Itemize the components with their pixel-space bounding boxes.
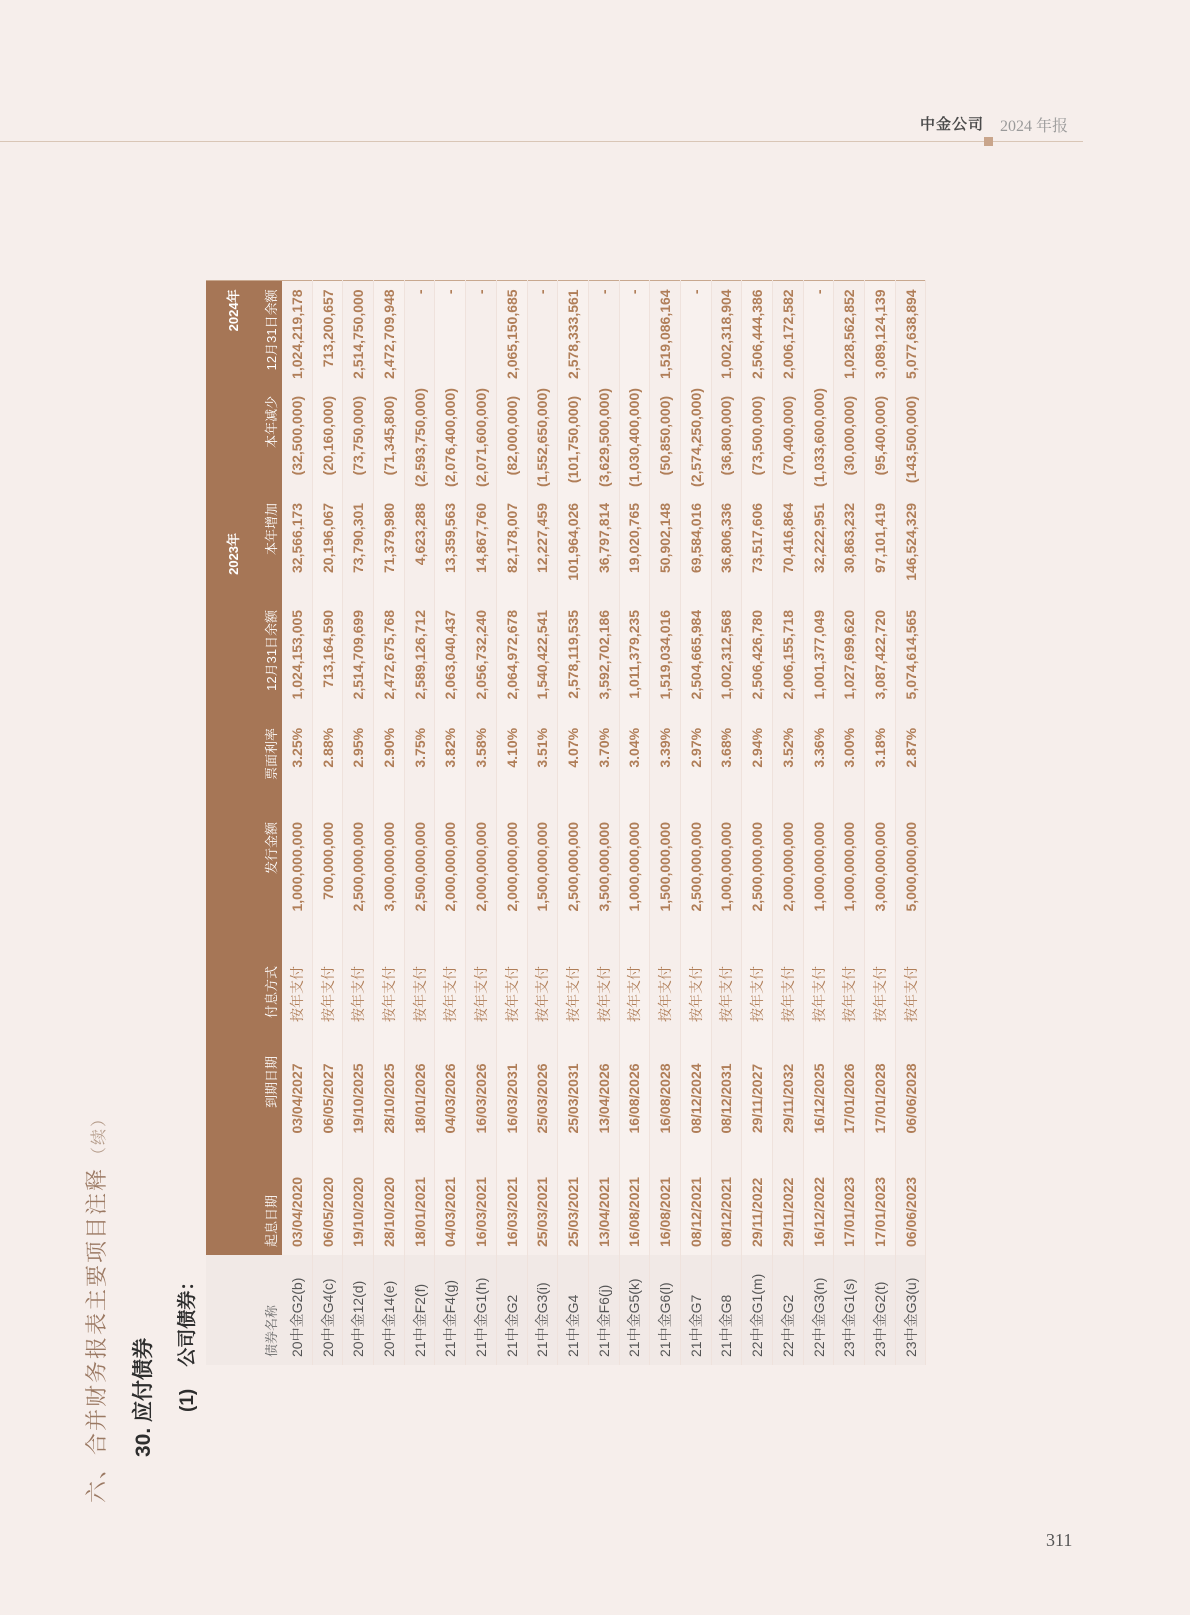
balance-2023-cell: 2,063,040,437	[435, 602, 466, 720]
start-date-cell: 08/12/2021	[680, 1149, 711, 1255]
table-row	[711, 281, 742, 1365]
increase-cell: 32,222,951	[803, 495, 834, 602]
start-date-cell: 16/08/2021	[650, 1149, 681, 1255]
maturity-date-cell: 06/05/2027	[312, 1048, 343, 1149]
balance-2023-cell: 2,056,732,240	[466, 602, 497, 720]
table-row	[803, 281, 834, 1365]
table-row	[773, 281, 804, 1365]
header-rule	[0, 141, 1083, 142]
payment-method-cell: 按年支付	[496, 958, 527, 1048]
increase-cell: 12,227,459	[527, 495, 558, 602]
col-header-bal-2024: 12月31日余额	[244, 281, 282, 388]
issue-amount-cell: 5,000,000,000	[895, 814, 926, 958]
decrease-cell: (20,160,000)	[312, 388, 343, 495]
balance-2023-cell: 2,006,155,718	[773, 602, 804, 720]
balance-2024-cell: 2,506,444,386	[742, 281, 773, 388]
increase-cell: 146,524,329	[895, 495, 926, 602]
maturity-date-cell: 04/03/2026	[435, 1048, 466, 1149]
table-row	[374, 281, 405, 1365]
balance-2024-cell: 1,002,318,904	[711, 281, 742, 388]
year-row-spacer	[206, 720, 244, 1255]
payment-method-cell: 按年支付	[619, 958, 650, 1048]
increase-cell: 70,416,864	[773, 495, 804, 602]
col-header-end: 到期日期	[244, 1048, 282, 1149]
balance-2023-cell: 2,472,675,768	[374, 602, 405, 720]
increase-cell: 71,379,980	[374, 495, 405, 602]
table-row	[312, 281, 343, 1365]
balance-2023-cell: 1,540,422,541	[527, 602, 558, 720]
issue-amount-cell: 2,500,000,000	[343, 814, 374, 958]
table-row	[895, 281, 926, 1365]
start-date-cell: 06/06/2023	[895, 1149, 926, 1255]
start-date-cell: 16/08/2021	[619, 1149, 650, 1255]
section-title	[80, 1109, 111, 1503]
decrease-cell: (2,593,750,000)	[404, 388, 435, 495]
issue-amount-cell: 2,000,000,000	[773, 814, 804, 958]
increase-cell: 20,196,067	[312, 495, 343, 602]
col-header-rate: 票面利率	[244, 720, 282, 814]
bond-name-cell: 20中金12(d)	[343, 1255, 374, 1365]
balance-2024-cell: 1,024,219,178	[282, 281, 312, 388]
bond-name-cell: 23中金G1(s)	[834, 1255, 865, 1365]
increase-cell: 73,790,301	[343, 495, 374, 602]
issue-amount-cell: 1,000,000,000	[282, 814, 312, 958]
maturity-date-cell: 16/08/2028	[650, 1048, 681, 1149]
issue-amount-cell: 2,500,000,000	[742, 814, 773, 958]
table-row	[742, 281, 773, 1365]
decrease-cell: (30,000,000)	[834, 388, 865, 495]
coupon-rate-cell: 3.52%	[773, 720, 804, 814]
balance-2023-cell: 1,027,699,620	[834, 602, 865, 720]
maturity-date-cell: 16/03/2031	[496, 1048, 527, 1149]
maturity-date-cell: 28/10/2025	[374, 1048, 405, 1149]
bond-name-cell: 21中金G4	[558, 1255, 589, 1365]
issue-amount-cell: 3,500,000,000	[588, 814, 619, 958]
bond-name-cell: 21中金G3(i)	[527, 1255, 558, 1365]
table-row	[680, 281, 711, 1365]
balance-2024-cell: -	[588, 281, 619, 388]
balance-2024-cell: -	[803, 281, 834, 388]
issue-amount-cell: 2,500,000,000	[680, 814, 711, 958]
start-date-cell: 16/03/2021	[466, 1149, 497, 1255]
increase-cell: 82,178,007	[496, 495, 527, 602]
decrease-cell: (2,071,600,000)	[466, 388, 497, 495]
issue-amount-cell: 1,000,000,000	[803, 814, 834, 958]
balance-2024-cell: 5,077,638,894	[895, 281, 926, 388]
start-date-cell: 16/12/2022	[803, 1149, 834, 1255]
sub-title-text: 公司债券：	[177, 1271, 198, 1367]
bond-name-cell: 23中金G2(t)	[865, 1255, 896, 1365]
coupon-rate-cell: 3.82%	[435, 720, 466, 814]
coupon-rate-cell: 4.07%	[558, 720, 589, 814]
increase-cell: 19,020,765	[619, 495, 650, 602]
start-date-cell: 04/03/2021	[435, 1149, 466, 1255]
start-date-cell: 16/03/2021	[496, 1149, 527, 1255]
maturity-date-cell: 16/03/2026	[466, 1048, 497, 1149]
table-row	[466, 281, 497, 1365]
coupon-rate-cell: 2.88%	[312, 720, 343, 814]
balance-2024-cell: -	[680, 281, 711, 388]
increase-cell: 30,863,232	[834, 495, 865, 602]
maturity-date-cell: 29/11/2027	[742, 1048, 773, 1149]
increase-cell: 101,964,026	[558, 495, 589, 602]
balance-2023-cell: 1,024,153,005	[282, 602, 312, 720]
increase-cell: 32,566,173	[282, 495, 312, 602]
start-date-cell: 25/03/2021	[527, 1149, 558, 1255]
decrease-cell: (50,850,000)	[650, 388, 681, 495]
start-date-cell: 03/04/2020	[282, 1149, 312, 1255]
maturity-date-cell: 18/01/2026	[404, 1048, 435, 1149]
issue-amount-cell: 1,500,000,000	[527, 814, 558, 958]
bond-name-cell: 20中金14(e)	[374, 1255, 405, 1365]
decrease-cell: (1,030,400,000)	[619, 388, 650, 495]
table-row	[527, 281, 558, 1365]
decrease-cell: (101,750,000)	[558, 388, 589, 495]
balance-2023-cell: 713,164,590	[312, 602, 343, 720]
payment-method-cell: 按年支付	[742, 958, 773, 1048]
payment-method-cell: 按年支付	[803, 958, 834, 1048]
balance-2023-cell: 2,514,709,699	[343, 602, 374, 720]
balance-2024-cell: -	[619, 281, 650, 388]
coupon-rate-cell: 2.95%	[343, 720, 374, 814]
decrease-cell: (70,400,000)	[773, 388, 804, 495]
coupon-rate-cell: 4.10%	[496, 720, 527, 814]
increase-cell: 4,623,288	[404, 495, 435, 602]
decrease-cell: (95,400,000)	[865, 388, 896, 495]
payment-method-cell: 按年支付	[343, 958, 374, 1048]
start-date-cell: 25/03/2021	[558, 1149, 589, 1255]
maturity-date-cell: 25/03/2031	[558, 1048, 589, 1149]
decrease-cell: (36,800,000)	[711, 388, 742, 495]
bond-name-cell: 21中金F6(j)	[588, 1255, 619, 1365]
decrease-cell: (32,500,000)	[282, 388, 312, 495]
payment-method-cell: 按年支付	[435, 958, 466, 1048]
coupon-rate-cell: 2.90%	[374, 720, 405, 814]
bond-name-cell: 21中金F4(g)	[435, 1255, 466, 1365]
balance-2023-cell: 2,506,426,780	[742, 602, 773, 720]
maturity-date-cell: 06/06/2028	[895, 1048, 926, 1149]
balance-2024-cell: -	[435, 281, 466, 388]
increase-cell: 73,517,606	[742, 495, 773, 602]
note-title: 30. 应付债券	[132, 1337, 155, 1457]
balance-2024-cell: -	[466, 281, 497, 388]
sub-title-number: (1)	[177, 1388, 198, 1412]
issue-amount-cell: 3,000,000,000	[865, 814, 896, 958]
balance-2023-cell: 1,002,312,568	[711, 602, 742, 720]
maturity-date-cell: 25/03/2026	[527, 1048, 558, 1149]
balance-2024-cell: 1,519,086,164	[650, 281, 681, 388]
bond-name-cell: 20中金G4(c)	[312, 1255, 343, 1365]
col-header-name: 债券名称	[244, 1255, 282, 1365]
coupon-rate-cell: 3.36%	[803, 720, 834, 814]
balance-2024-cell: 713,200,657	[312, 281, 343, 388]
increase-cell: 36,797,814	[588, 495, 619, 602]
maturity-date-cell: 13/04/2026	[588, 1048, 619, 1149]
bonds-table	[206, 280, 926, 1365]
payment-method-cell: 按年支付	[312, 958, 343, 1048]
issue-amount-cell: 2,000,000,000	[466, 814, 497, 958]
start-date-cell: 29/11/2022	[742, 1149, 773, 1255]
balance-2024-cell: 1,028,562,852	[834, 281, 865, 388]
balance-2024-cell: -	[527, 281, 558, 388]
coupon-rate-cell: 3.51%	[527, 720, 558, 814]
issue-amount-cell: 700,000,000	[312, 814, 343, 958]
balance-2024-cell: 3,089,124,139	[865, 281, 896, 388]
payment-method-cell: 按年支付	[588, 958, 619, 1048]
maturity-date-cell: 19/10/2025	[343, 1048, 374, 1149]
start-date-cell: 19/10/2020	[343, 1149, 374, 1255]
start-date-cell: 17/01/2023	[834, 1149, 865, 1255]
bond-name-cell: 21中金G1(h)	[466, 1255, 497, 1365]
col-header-decrease: 本年减少	[244, 388, 282, 495]
start-date-cell: 17/01/2023	[865, 1149, 896, 1255]
maturity-date-cell: 03/04/2027	[282, 1048, 312, 1149]
balance-2023-cell: 5,074,614,565	[895, 602, 926, 720]
col-header-increase: 本年增加	[244, 495, 282, 602]
start-date-cell: 06/05/2020	[312, 1149, 343, 1255]
year-2024-label: 2024年	[206, 281, 244, 388]
decrease-cell: (1,552,650,000)	[527, 388, 558, 495]
header-company: 中金公司	[920, 116, 985, 133]
balance-2023-cell: 2,064,972,678	[496, 602, 527, 720]
maturity-date-cell: 17/01/2028	[865, 1048, 896, 1149]
balance-2023-cell: 1,519,034,016	[650, 602, 681, 720]
table-row	[588, 281, 619, 1365]
decrease-cell: (2,574,250,000)	[680, 388, 711, 495]
start-date-cell: 18/01/2021	[404, 1149, 435, 1255]
coupon-rate-cell: 3.39%	[650, 720, 681, 814]
balance-2023-cell: 3,087,422,720	[865, 602, 896, 720]
maturity-date-cell: 16/12/2025	[803, 1048, 834, 1149]
bond-name-cell: 21中金G2	[496, 1255, 527, 1365]
increase-cell: 50,902,148	[650, 495, 681, 602]
start-date-cell: 29/11/2022	[773, 1149, 804, 1255]
coupon-rate-cell: 3.18%	[865, 720, 896, 814]
issue-amount-cell: 2,500,000,000	[558, 814, 589, 958]
payment-method-cell: 按年支付	[773, 958, 804, 1048]
page-number: 311	[1046, 1530, 1073, 1550]
bonds-table-container	[206, 281, 949, 1365]
balance-2024-cell: 2,065,150,685	[496, 281, 527, 388]
issue-amount-cell: 2,000,000,000	[496, 814, 527, 958]
table-row	[496, 281, 527, 1365]
section-title-cont: （续）	[91, 1108, 108, 1163]
coupon-rate-cell: 3.04%	[619, 720, 650, 814]
table-row	[619, 281, 650, 1365]
col-header-amount: 发行金额	[244, 814, 282, 958]
increase-cell: 97,101,419	[865, 495, 896, 602]
decrease-cell: (73,750,000)	[343, 388, 374, 495]
header-marker	[984, 137, 993, 146]
balance-2024-cell: 2,472,709,948	[374, 281, 405, 388]
bond-name-cell: 22中金G3(n)	[803, 1255, 834, 1365]
col-header-pay: 付息方式	[244, 958, 282, 1048]
start-date-cell: 13/04/2021	[588, 1149, 619, 1255]
bond-name-cell: 20中金G2(b)	[282, 1255, 312, 1365]
issue-amount-cell: 1,000,000,000	[834, 814, 865, 958]
payment-method-cell: 按年支付	[895, 958, 926, 1048]
balance-2023-cell: 3,592,702,186	[588, 602, 619, 720]
balance-2023-cell: 2,578,119,535	[558, 602, 589, 720]
decrease-cell: (82,000,000)	[496, 388, 527, 495]
col-header-bal-2023: 12月31日余额	[244, 602, 282, 720]
coupon-rate-cell: 3.75%	[404, 720, 435, 814]
increase-cell: 13,359,563	[435, 495, 466, 602]
table-row	[865, 281, 896, 1365]
table-body	[282, 281, 926, 1365]
table-row	[404, 281, 435, 1365]
payment-method-cell: 按年支付	[404, 958, 435, 1048]
year-2023-label: 2023年	[206, 388, 244, 720]
balance-2023-cell: 1,001,377,049	[803, 602, 834, 720]
decrease-cell: (73,500,000)	[742, 388, 773, 495]
year-row-blank	[206, 1255, 244, 1365]
maturity-date-cell: 29/11/2032	[773, 1048, 804, 1149]
issue-amount-cell: 3,000,000,000	[374, 814, 405, 958]
decrease-cell: (1,033,600,000)	[803, 388, 834, 495]
increase-cell: 36,806,336	[711, 495, 742, 602]
bond-name-cell: 21中金F2(f)	[404, 1255, 435, 1365]
bond-name-cell: 22中金G1(m)	[742, 1255, 773, 1365]
table-row	[343, 281, 374, 1365]
payment-method-cell: 按年支付	[282, 958, 312, 1048]
payment-method-cell: 按年支付	[650, 958, 681, 1048]
start-date-cell: 28/10/2020	[374, 1149, 405, 1255]
table-header-row	[244, 281, 282, 1365]
payment-method-cell: 按年支付	[711, 958, 742, 1048]
balance-2024-cell: 2,578,333,561	[558, 281, 589, 388]
increase-cell: 14,867,760	[466, 495, 497, 602]
issue-amount-cell: 1,000,000,000	[619, 814, 650, 958]
payment-method-cell: 按年支付	[466, 958, 497, 1048]
bond-name-cell: 22中金G2	[773, 1255, 804, 1365]
issue-amount-cell: 1,500,000,000	[650, 814, 681, 958]
coupon-rate-cell: 2.97%	[680, 720, 711, 814]
bond-name-cell: 21中金G7	[680, 1255, 711, 1365]
start-date-cell: 08/12/2021	[711, 1149, 742, 1255]
bond-name-cell: 21中金G5(k)	[619, 1255, 650, 1365]
balance-2024-cell: 2,514,750,000	[343, 281, 374, 388]
maturity-date-cell: 08/12/2024	[680, 1048, 711, 1149]
table-row	[650, 281, 681, 1365]
maturity-date-cell: 16/08/2026	[619, 1048, 650, 1149]
issue-amount-cell: 2,500,000,000	[404, 814, 435, 958]
issue-amount-cell: 2,000,000,000	[435, 814, 466, 958]
balance-2024-cell: 2,006,172,582	[773, 281, 804, 388]
balance-2023-cell: 2,589,126,712	[404, 602, 435, 720]
table-row	[282, 281, 312, 1365]
payment-method-cell: 按年支付	[374, 958, 405, 1048]
balance-2023-cell: 1,011,379,235	[619, 602, 650, 720]
coupon-rate-cell: 3.70%	[588, 720, 619, 814]
coupon-rate-cell: 3.25%	[282, 720, 312, 814]
table-row	[435, 281, 466, 1365]
coupon-rate-cell: 2.94%	[742, 720, 773, 814]
table-row	[834, 281, 865, 1365]
issue-amount-cell: 1,000,000,000	[711, 814, 742, 958]
decrease-cell: (3,629,500,000)	[588, 388, 619, 495]
balance-2023-cell: 2,504,665,984	[680, 602, 711, 720]
payment-method-cell: 按年支付	[527, 958, 558, 1048]
coupon-rate-cell: 3.00%	[834, 720, 865, 814]
bond-name-cell: 23中金G3(u)	[895, 1255, 926, 1365]
table-year-row	[206, 281, 244, 1365]
maturity-date-cell: 08/12/2031	[711, 1048, 742, 1149]
col-header-start: 起息日期	[244, 1149, 282, 1255]
balance-2024-cell: -	[404, 281, 435, 388]
section-title-text: 六、合并财务报表主要项目注释	[84, 1166, 109, 1503]
payment-method-cell: 按年支付	[865, 958, 896, 1048]
payment-method-cell: 按年支付	[680, 958, 711, 1048]
header-report-title: 2024 年报	[1000, 118, 1069, 135]
payment-method-cell: 按年支付	[834, 958, 865, 1048]
increase-cell: 69,584,016	[680, 495, 711, 602]
bond-name-cell: 21中金G6(l)	[650, 1255, 681, 1365]
coupon-rate-cell: 2.87%	[895, 720, 926, 814]
decrease-cell: (143,500,000)	[895, 388, 926, 495]
decrease-cell: (2,076,400,000)	[435, 388, 466, 495]
bond-name-cell: 21中金G8	[711, 1255, 742, 1365]
decrease-cell: (71,345,800)	[374, 388, 405, 495]
coupon-rate-cell: 3.58%	[466, 720, 497, 814]
coupon-rate-cell: 3.68%	[711, 720, 742, 814]
sub-title	[172, 1272, 199, 1412]
table-row	[558, 281, 589, 1365]
maturity-date-cell: 17/01/2026	[834, 1048, 865, 1149]
payment-method-cell: 按年支付	[558, 958, 589, 1048]
